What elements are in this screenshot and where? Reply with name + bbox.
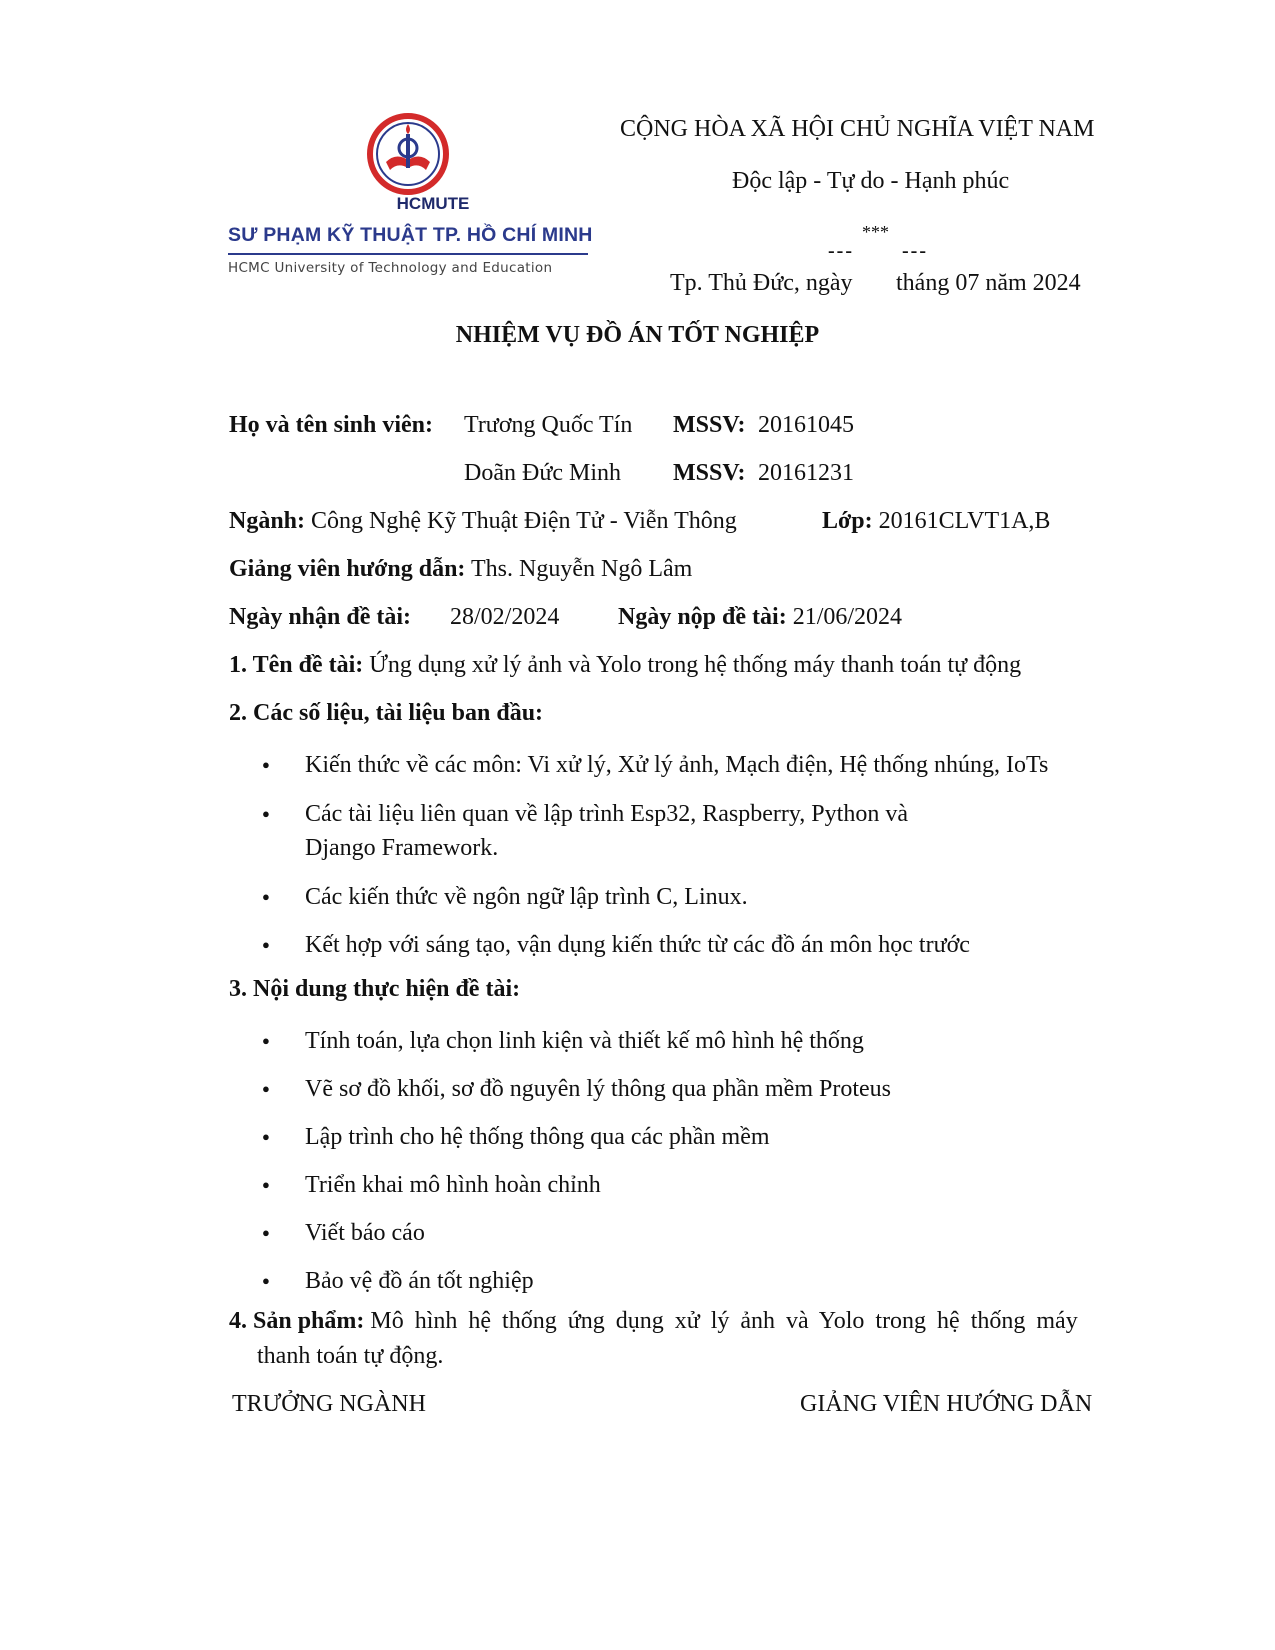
section-4-label: 4. Sản phẩm:	[229, 1308, 365, 1334]
list-item: ● Triển khai mô hình hoàn chỉnh	[262, 1168, 891, 1202]
signature-head-of-major: TRƯỞNG NGÀNH	[232, 1391, 426, 1417]
major-value: Công Nghệ Kỹ Thuật Điện Tử - Viễn Thông	[311, 508, 737, 534]
logo-name-vietnamese: SƯ PHẠM KỸ THUẬT TP. HỒ CHÍ MINH	[228, 224, 593, 246]
list-item-line: Django Framework.	[305, 835, 499, 861]
received-date-value: 28/02/2024	[450, 604, 560, 630]
list-item: ● Kết hợp với sáng tạo, vận dụng kiến thức từ các đồ án môn học trước	[262, 928, 970, 962]
place-date-suffix: tháng 07 năm 2024	[896, 270, 1081, 296]
signature-advisor: GIẢNG VIÊN HƯỚNG DẪN	[800, 1391, 1093, 1417]
logo-divider	[228, 253, 588, 255]
class-label: Lớp:	[822, 508, 873, 534]
university-logo	[228, 112, 608, 282]
section-1-value: Ứng dụng xử lý ảnh và Yolo trong hệ thống máy thanh toán tự động	[369, 652, 1022, 678]
submit-date-row	[618, 604, 902, 631]
list-item: ● Tính toán, lựa chọn linh kiện và thiết kế mô hình hệ thống	[262, 1024, 891, 1058]
mssv-value-1: 20161045	[758, 412, 854, 438]
submit-date-value: 21/06/2024	[792, 604, 903, 630]
section-4-line-1: Mô hình hệ thống ứng dụng xử lý ảnh và Yolo trong hệ thống máy	[370, 1308, 1078, 1334]
section-4-line-2: thanh toán tự động.	[257, 1343, 444, 1369]
section-4	[229, 1308, 1078, 1335]
list-item: ● Bảo vệ đồ án tốt nghiệp	[262, 1264, 891, 1298]
section-3-list	[262, 1024, 891, 1298]
hcmute-emblem-icon	[366, 112, 450, 196]
decorative-dash-right: ---	[902, 240, 928, 262]
list-item: ● Viết báo cáo	[262, 1216, 891, 1250]
student-name-1: Trương Quốc Tín	[464, 412, 633, 438]
advisor-label: Giảng viên hướng dẫn:	[229, 556, 466, 582]
student-name-label: Họ và tên sinh viên:	[229, 412, 434, 438]
class-row	[822, 508, 1050, 535]
document-title: NHIỆM VỤ ĐỒ ÁN TỐT NGHIỆP	[455, 322, 820, 348]
advisor-value: Ths. Nguyễn Ngô Lâm	[471, 556, 693, 582]
list-item-line: Các tài liệu liên quan về lập trình Esp32, Raspberry, Python và	[305, 801, 908, 827]
place-date-prefix: Tp. Thủ Đức, ngày	[670, 270, 853, 296]
republic-heading: CỘNG HÒA XÃ HỘI CHỦ NGHĨA VIỆT NAM	[620, 116, 1095, 142]
list-item	[262, 797, 908, 865]
mssv-label-2: MSSV:	[673, 460, 746, 486]
logo-abbreviation: HCMUTE	[396, 194, 470, 213]
decorative-dash-left: ---	[828, 240, 854, 262]
section-3-heading: 3. Nội dung thực hiện đề tài:	[229, 976, 521, 1002]
mssv-label-1: MSSV:	[673, 412, 746, 438]
section-2-heading: 2. Các số liệu, tài liệu ban đầu:	[229, 700, 544, 726]
section-2-list	[262, 748, 1048, 782]
submit-date-label: Ngày nộp đề tài:	[618, 604, 787, 630]
section-1-label: 1. Tên đề tài:	[229, 652, 364, 678]
list-item: ● Vẽ sơ đồ khối, sơ đồ nguyên lý thông qua phần mềm Proteus	[262, 1072, 891, 1106]
section-1	[229, 652, 1021, 679]
logo-name-english: HCMC University of Technology and Education	[228, 260, 553, 276]
section-2-list-item-2	[262, 797, 908, 865]
section-2-list-rest	[262, 880, 970, 962]
received-date-label: Ngày nhận đề tài:	[229, 604, 412, 630]
national-motto: Độc lập - Tự do - Hạnh phúc	[732, 168, 1010, 194]
student-name-2: Doãn Đức Minh	[464, 460, 621, 486]
major-label: Ngành:	[229, 508, 306, 534]
major-row	[229, 508, 737, 535]
decorative-stars: ***	[862, 222, 889, 242]
list-item: ● Các kiến thức về ngôn ngữ lập trình C, Linux.	[262, 880, 970, 914]
advisor-row	[229, 556, 692, 583]
class-value: 20161CLVT1A,B	[878, 508, 1051, 534]
mssv-value-2: 20161231	[758, 460, 854, 486]
list-item: ● Kiến thức về các môn: Vi xử lý, Xử lý ảnh, Mạch điện, Hệ thống nhúng, IoTs	[262, 748, 1048, 782]
list-item: ● Lập trình cho hệ thống thông qua các phần mềm	[262, 1120, 891, 1154]
